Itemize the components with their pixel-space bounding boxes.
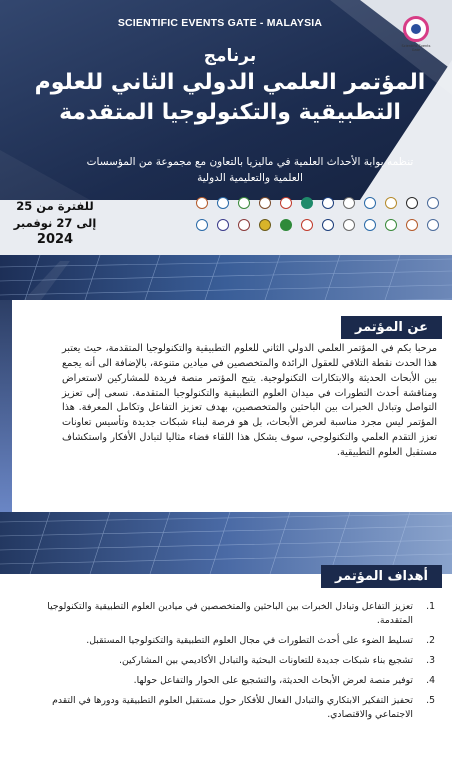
about-card-accent <box>0 300 12 512</box>
goal-item <box>40 634 435 648</box>
partner-logo-icon <box>280 219 292 231</box>
goal-number: 5. <box>426 694 435 706</box>
partner-logo-icon <box>217 219 229 231</box>
goal-text: توفير منصة لعرض الأبحاث الحديثة، والتشجيع على الحوار والتفاعل حولها. <box>133 674 413 686</box>
partner-logo-icon <box>301 197 313 209</box>
header-banner <box>0 0 452 255</box>
title-line-3: التطبيقية والتكنولوجيا المتقدمة <box>59 99 401 125</box>
partner-logo-icon <box>343 219 355 231</box>
title-line-1: برنامج <box>203 46 257 66</box>
partner-logo-icon <box>238 197 250 209</box>
logo-icon <box>403 16 429 42</box>
goals-list <box>40 600 435 728</box>
partner-logo-icon <box>238 219 250 231</box>
partner-logo-icon <box>343 197 355 209</box>
page-title <box>20 45 440 127</box>
brand-name: SCIENTIFIC EVENTS GATE - MALAYSIA <box>117 17 323 29</box>
goal-item <box>40 600 435 628</box>
goal-number: 3. <box>426 654 435 666</box>
goal-text: تسليط الضوء على أحدث التطورات في مجال العلوم التطبيقية والتكنولوجيا المستقبل. <box>86 634 413 646</box>
partner-logo-icon <box>280 197 292 209</box>
partner-logo-icon <box>301 219 313 231</box>
partner-logo-icon <box>322 219 334 231</box>
partner-logo-icon <box>364 197 376 209</box>
dates-line-2: إلى 27 نوفمبر <box>13 215 97 230</box>
partner-logo-icon <box>385 219 397 231</box>
event-dates <box>10 198 100 250</box>
goal-text: تحفيز التفكير الابتكاري والتبادل الفعال للأفكار حول مستقبل العلوم التطبيقية ودورها في التقدم الاجتماعي والاقتصادي. <box>52 694 413 720</box>
partner-logo-icon <box>217 197 229 209</box>
goal-number: 4. <box>426 674 435 686</box>
partner-logo-icon <box>385 197 397 209</box>
partner-logos-row-1 <box>190 197 445 209</box>
partner-logo-icon <box>196 219 208 231</box>
partner-logos <box>190 197 445 241</box>
partner-logo-icon <box>364 219 376 231</box>
goal-item <box>40 694 435 722</box>
partner-logo-icon <box>406 197 418 209</box>
dates-line-1: للفترة من 25 <box>16 199 94 213</box>
dates-year: 2024 <box>36 232 74 248</box>
partner-logo-icon <box>196 197 208 209</box>
partner-logo-icon <box>427 197 439 209</box>
goal-number: 1. <box>426 601 435 612</box>
goal-number: 2. <box>426 634 435 646</box>
partner-logo-icon <box>322 197 334 209</box>
partner-logo-icon <box>259 219 271 231</box>
partner-logo-icon <box>427 219 439 231</box>
logo-caption: Scientific Events Gate <box>401 44 431 52</box>
subtitle-line-2: العلمية والتعليمية الدولية <box>197 171 303 184</box>
goal-text: تعزيز التفاعل وتبادل الخبرات بين الباحثين والمتخصصين في ميادين العلوم التطبيقية والتكنولوجيا المتقدمة. <box>47 601 413 626</box>
about-heading: عن المؤتمر <box>341 316 442 339</box>
partner-logo-icon <box>259 197 271 209</box>
goals-heading: أهداف المؤتمر <box>321 565 442 588</box>
goal-item <box>40 674 435 688</box>
subtitle <box>70 155 430 187</box>
subtitle-line-1: تنظمه بوابة الأحداث العلمية في ماليزيا بالتعاون مع مجموعة من المؤسسات <box>86 156 414 168</box>
partner-logos-row-2 <box>190 219 445 231</box>
goal-text: تشجيع بناء شبكات جديدة للتعاونات البحثية والتبادل الأكاديمي بين المشاركين. <box>118 654 413 666</box>
goal-item <box>40 654 435 668</box>
about-text: مرحبا بكم في المؤتمر العلمي الدولي الثاني للعلوم التطبيقية والتكنولوجيا المتقدمة، حيث يعتبر هذا الحدث نقطة التلاقي للعقول الرائدة والمتخصصين في ميادين متنوعة، بالإضافة الى أنه يجمع بين الأبحاث الحديثة والابتكارات التكنولوجية. يتيح المؤتمر منصة فريدة للمشاركين لاستعراض ومناقشة أحدث التطورات في ميدان العلوم التطبيقية والتكنولوجيا المتقدمة. نسعى إلى تعزيز التواصل وتبادل الخبرات بين الباحثين والمتخصصين، بهدف تعزيز التفاعل وتكامل المعرفة. هذا المؤتمر ليس مجرد مناسبة لعرض الأبحاث، بل هو فرصة لبناء شبكات جديدة وتأسيس تعاونات تعزز التقدم العلمي والتكنولوجي، سوف يشكل هذا اللقاء فضاء مثاليا لتبادل الأفكار واستكشاف مستقبل العلوم التطبيقية. <box>62 343 437 459</box>
partner-logo-icon <box>406 219 418 231</box>
title-line-2: المؤتمر العلمي الدولي الثاني للعلوم <box>34 69 426 95</box>
